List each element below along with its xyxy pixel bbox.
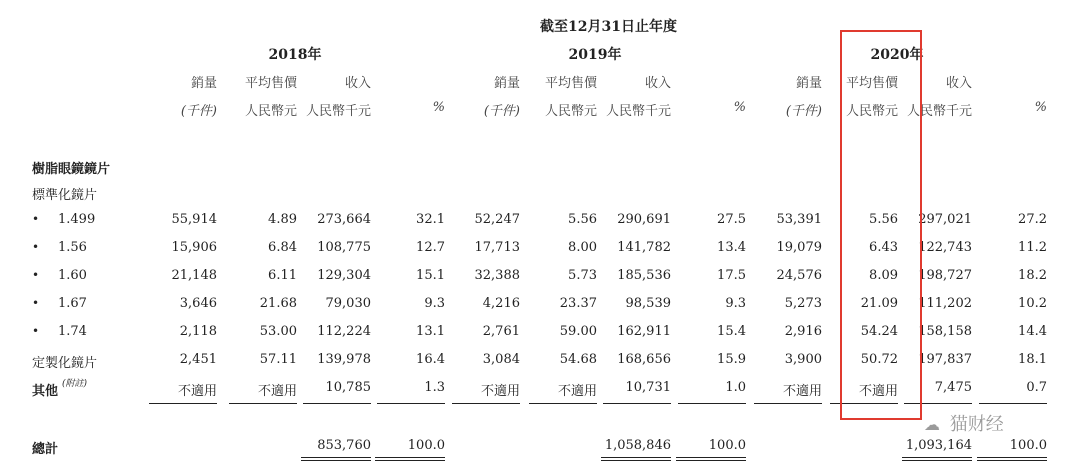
table-cell: 8.00 bbox=[568, 240, 597, 255]
year-2020-heading: 2020年 bbox=[870, 47, 924, 63]
row-label: 定製化鏡片 bbox=[32, 356, 98, 371]
table-cell: 54.24 bbox=[860, 324, 898, 339]
table-cell: 13.1 bbox=[416, 324, 445, 339]
row-note: (附註) bbox=[62, 379, 88, 389]
table-cell: 18.1 bbox=[1018, 352, 1047, 367]
bullet-icon: • bbox=[32, 240, 40, 254]
watermark-group bbox=[924, 410, 1004, 436]
table-cell: 1.3 bbox=[424, 380, 445, 395]
table-cell: 15.1 bbox=[416, 268, 445, 283]
table-cell: 10,785 bbox=[325, 380, 371, 395]
table-cell: 3,646 bbox=[179, 296, 217, 311]
table-cell: 198,727 bbox=[918, 268, 972, 283]
table-cell: 52,247 bbox=[474, 212, 520, 227]
table-cell: 108,775 bbox=[317, 240, 371, 255]
table-cell: 79,030 bbox=[325, 296, 371, 311]
col-header-unit: 人民幣元 bbox=[244, 104, 297, 119]
highlight-box-2020-price bbox=[840, 30, 922, 420]
bullet-icon: • bbox=[32, 268, 40, 282]
bullet-icon: • bbox=[32, 212, 40, 226]
table-cell: 15.9 bbox=[717, 352, 746, 367]
table-cell: 不適用 bbox=[557, 384, 597, 399]
total-cell: 100.0 bbox=[407, 438, 445, 453]
table-cell: 3,900 bbox=[784, 352, 822, 367]
table-cell: 10.2 bbox=[1018, 296, 1047, 311]
total-cell: 100.0 bbox=[708, 438, 746, 453]
wechat-icon: ☁ bbox=[924, 415, 940, 434]
table-cell: 297,021 bbox=[918, 212, 972, 227]
table-cell: 不適用 bbox=[782, 384, 822, 399]
table-cell: 21.68 bbox=[259, 296, 297, 311]
table-cell: 50.72 bbox=[860, 352, 898, 367]
total-double-underline bbox=[902, 457, 972, 461]
col-header-unit: 人民幣千元 bbox=[305, 104, 371, 119]
cell-underline bbox=[754, 403, 822, 404]
table-cell: 7,475 bbox=[934, 380, 972, 395]
table-cell: 158,158 bbox=[918, 324, 972, 339]
table-cell: 不適用 bbox=[177, 384, 217, 399]
table-cell: 2,451 bbox=[179, 352, 217, 367]
cell-underline bbox=[529, 403, 597, 404]
cell-underline bbox=[979, 403, 1047, 404]
total-cell: 1,058,846 bbox=[604, 438, 671, 453]
col-header-label: 收入 bbox=[344, 76, 371, 91]
col-header-unit: 人民幣元 bbox=[845, 104, 898, 119]
table-cell: 10,731 bbox=[625, 380, 671, 395]
col-header-unit: % bbox=[432, 100, 445, 115]
col-header-label: 收入 bbox=[945, 76, 972, 91]
table-cell: 17,713 bbox=[474, 240, 520, 255]
bullet-icon: • bbox=[32, 296, 40, 310]
table-cell: 122,743 bbox=[918, 240, 972, 255]
table-cell: 15,906 bbox=[171, 240, 217, 255]
row-label: 其他 bbox=[32, 384, 59, 399]
table-cell: 5.56 bbox=[568, 212, 597, 227]
year-2019-heading: 2019年 bbox=[568, 47, 622, 63]
table-cell: 2,118 bbox=[179, 324, 217, 339]
table-cell: 21.09 bbox=[860, 296, 898, 311]
table-cell: 不適用 bbox=[257, 384, 297, 399]
table-cell: 112,224 bbox=[317, 324, 371, 339]
table-cell: 24,576 bbox=[776, 268, 822, 283]
table-cell: 4,216 bbox=[482, 296, 520, 311]
total-double-underline bbox=[375, 457, 445, 461]
bullet-icon: • bbox=[32, 324, 40, 338]
col-header-unit: 人民幣元 bbox=[544, 104, 597, 119]
total-double-underline bbox=[676, 457, 746, 461]
cell-underline bbox=[229, 403, 297, 404]
col-header-label: 平均售價 bbox=[244, 76, 297, 91]
cell-underline bbox=[303, 403, 371, 404]
section-resin-lenses: 樹脂眼鏡鏡片 bbox=[32, 162, 111, 177]
table-cell: 14.4 bbox=[1018, 324, 1047, 339]
col-header-label: 銷量 bbox=[190, 76, 217, 91]
table-cell: 290,691 bbox=[617, 212, 671, 227]
table-cell: 6.43 bbox=[869, 240, 898, 255]
col-header-unit: (千件) bbox=[785, 104, 822, 119]
table-cell: 98,539 bbox=[625, 296, 671, 311]
table-cell: 5,273 bbox=[784, 296, 822, 311]
total-cell: 100.0 bbox=[1009, 438, 1047, 453]
total-label: 總計 bbox=[32, 442, 59, 457]
table-cell: 2,761 bbox=[482, 324, 520, 339]
col-header-unit: % bbox=[1034, 100, 1047, 115]
col-header-unit: (千件) bbox=[180, 104, 217, 119]
cell-underline bbox=[678, 403, 746, 404]
table-cell: 18.2 bbox=[1018, 268, 1047, 283]
table-cell: 59.00 bbox=[559, 324, 597, 339]
cell-underline bbox=[377, 403, 445, 404]
table-cell: 57.11 bbox=[259, 352, 297, 367]
table-cell: 5.73 bbox=[568, 268, 597, 283]
table-cell: 6.11 bbox=[268, 268, 297, 283]
table-cell: 16.4 bbox=[416, 352, 445, 367]
col-header-unit: (千件) bbox=[483, 104, 520, 119]
col-header-unit: % bbox=[733, 100, 746, 115]
table-cell: 185,536 bbox=[617, 268, 671, 283]
total-double-underline bbox=[977, 457, 1047, 461]
col-header-label: 平均售價 bbox=[845, 76, 898, 91]
table-cell: 197,837 bbox=[918, 352, 972, 367]
table-cell: 1.0 bbox=[725, 380, 746, 395]
table-cell: 111,202 bbox=[918, 296, 972, 311]
table-cell: 9.3 bbox=[725, 296, 746, 311]
cell-underline bbox=[452, 403, 520, 404]
table-cell: 273,664 bbox=[317, 212, 371, 227]
cell-underline bbox=[149, 403, 217, 404]
table-cell: 162,911 bbox=[617, 324, 671, 339]
table-cell: 129,304 bbox=[317, 268, 371, 283]
total-double-underline bbox=[301, 457, 371, 461]
table-cell: 2,916 bbox=[784, 324, 822, 339]
col-header-label: 平均售價 bbox=[544, 76, 597, 91]
total-double-underline bbox=[601, 457, 671, 461]
total-cell: 1,093,164 bbox=[905, 438, 972, 453]
col-header-unit: 人民幣千元 bbox=[605, 104, 671, 119]
table-cell: 不適用 bbox=[480, 384, 520, 399]
table-cell: 6.84 bbox=[268, 240, 297, 255]
section-standard-lenses: 標準化鏡片 bbox=[32, 188, 98, 203]
period-heading: 截至12月31日止年度 bbox=[540, 19, 677, 35]
table-cell: 0.7 bbox=[1026, 380, 1047, 395]
table-cell: 53.00 bbox=[259, 324, 297, 339]
col-header-label: 銷量 bbox=[493, 76, 520, 91]
row-label: 1.67 bbox=[58, 296, 87, 311]
row-label: 1.60 bbox=[58, 268, 87, 283]
col-header-label: 銷量 bbox=[795, 76, 822, 91]
table-cell: 9.3 bbox=[424, 296, 445, 311]
table-cell: 不適用 bbox=[858, 384, 898, 399]
table-cell: 54.68 bbox=[559, 352, 597, 367]
table-cell: 32.1 bbox=[416, 212, 445, 227]
table-cell: 23.37 bbox=[559, 296, 597, 311]
year-2018-heading: 2018年 bbox=[268, 47, 322, 63]
table-cell: 21,148 bbox=[171, 268, 217, 283]
table-cell: 141,782 bbox=[617, 240, 671, 255]
table-cell: 15.4 bbox=[717, 324, 746, 339]
total-cell: 853,760 bbox=[317, 438, 371, 453]
row-label: 1.56 bbox=[58, 240, 87, 255]
table-cell: 19,079 bbox=[776, 240, 822, 255]
table-cell: 32,388 bbox=[474, 268, 520, 283]
table-cell: 55,914 bbox=[171, 212, 217, 227]
table-cell: 53,391 bbox=[776, 212, 822, 227]
table-cell: 4.89 bbox=[268, 212, 297, 227]
row-label: 1.74 bbox=[58, 324, 87, 339]
table-cell: 27.2 bbox=[1018, 212, 1047, 227]
table-cell: 5.56 bbox=[869, 212, 898, 227]
table-cell: 11.2 bbox=[1018, 240, 1047, 255]
cell-underline bbox=[603, 403, 671, 404]
table-cell: 3,084 bbox=[482, 352, 520, 367]
row-label: 1.499 bbox=[58, 212, 96, 227]
table-cell: 8.09 bbox=[869, 268, 898, 283]
table-cell: 12.7 bbox=[416, 240, 445, 255]
table-cell: 17.5 bbox=[717, 268, 746, 283]
watermark-text: 猫财经 bbox=[949, 414, 1004, 435]
col-header-unit: 人民幣千元 bbox=[906, 104, 972, 119]
table-cell: 13.4 bbox=[717, 240, 746, 255]
table-cell: 27.5 bbox=[717, 212, 746, 227]
col-header-label: 收入 bbox=[644, 76, 671, 91]
table-cell: 139,978 bbox=[317, 352, 371, 367]
table-cell: 168,656 bbox=[617, 352, 671, 367]
